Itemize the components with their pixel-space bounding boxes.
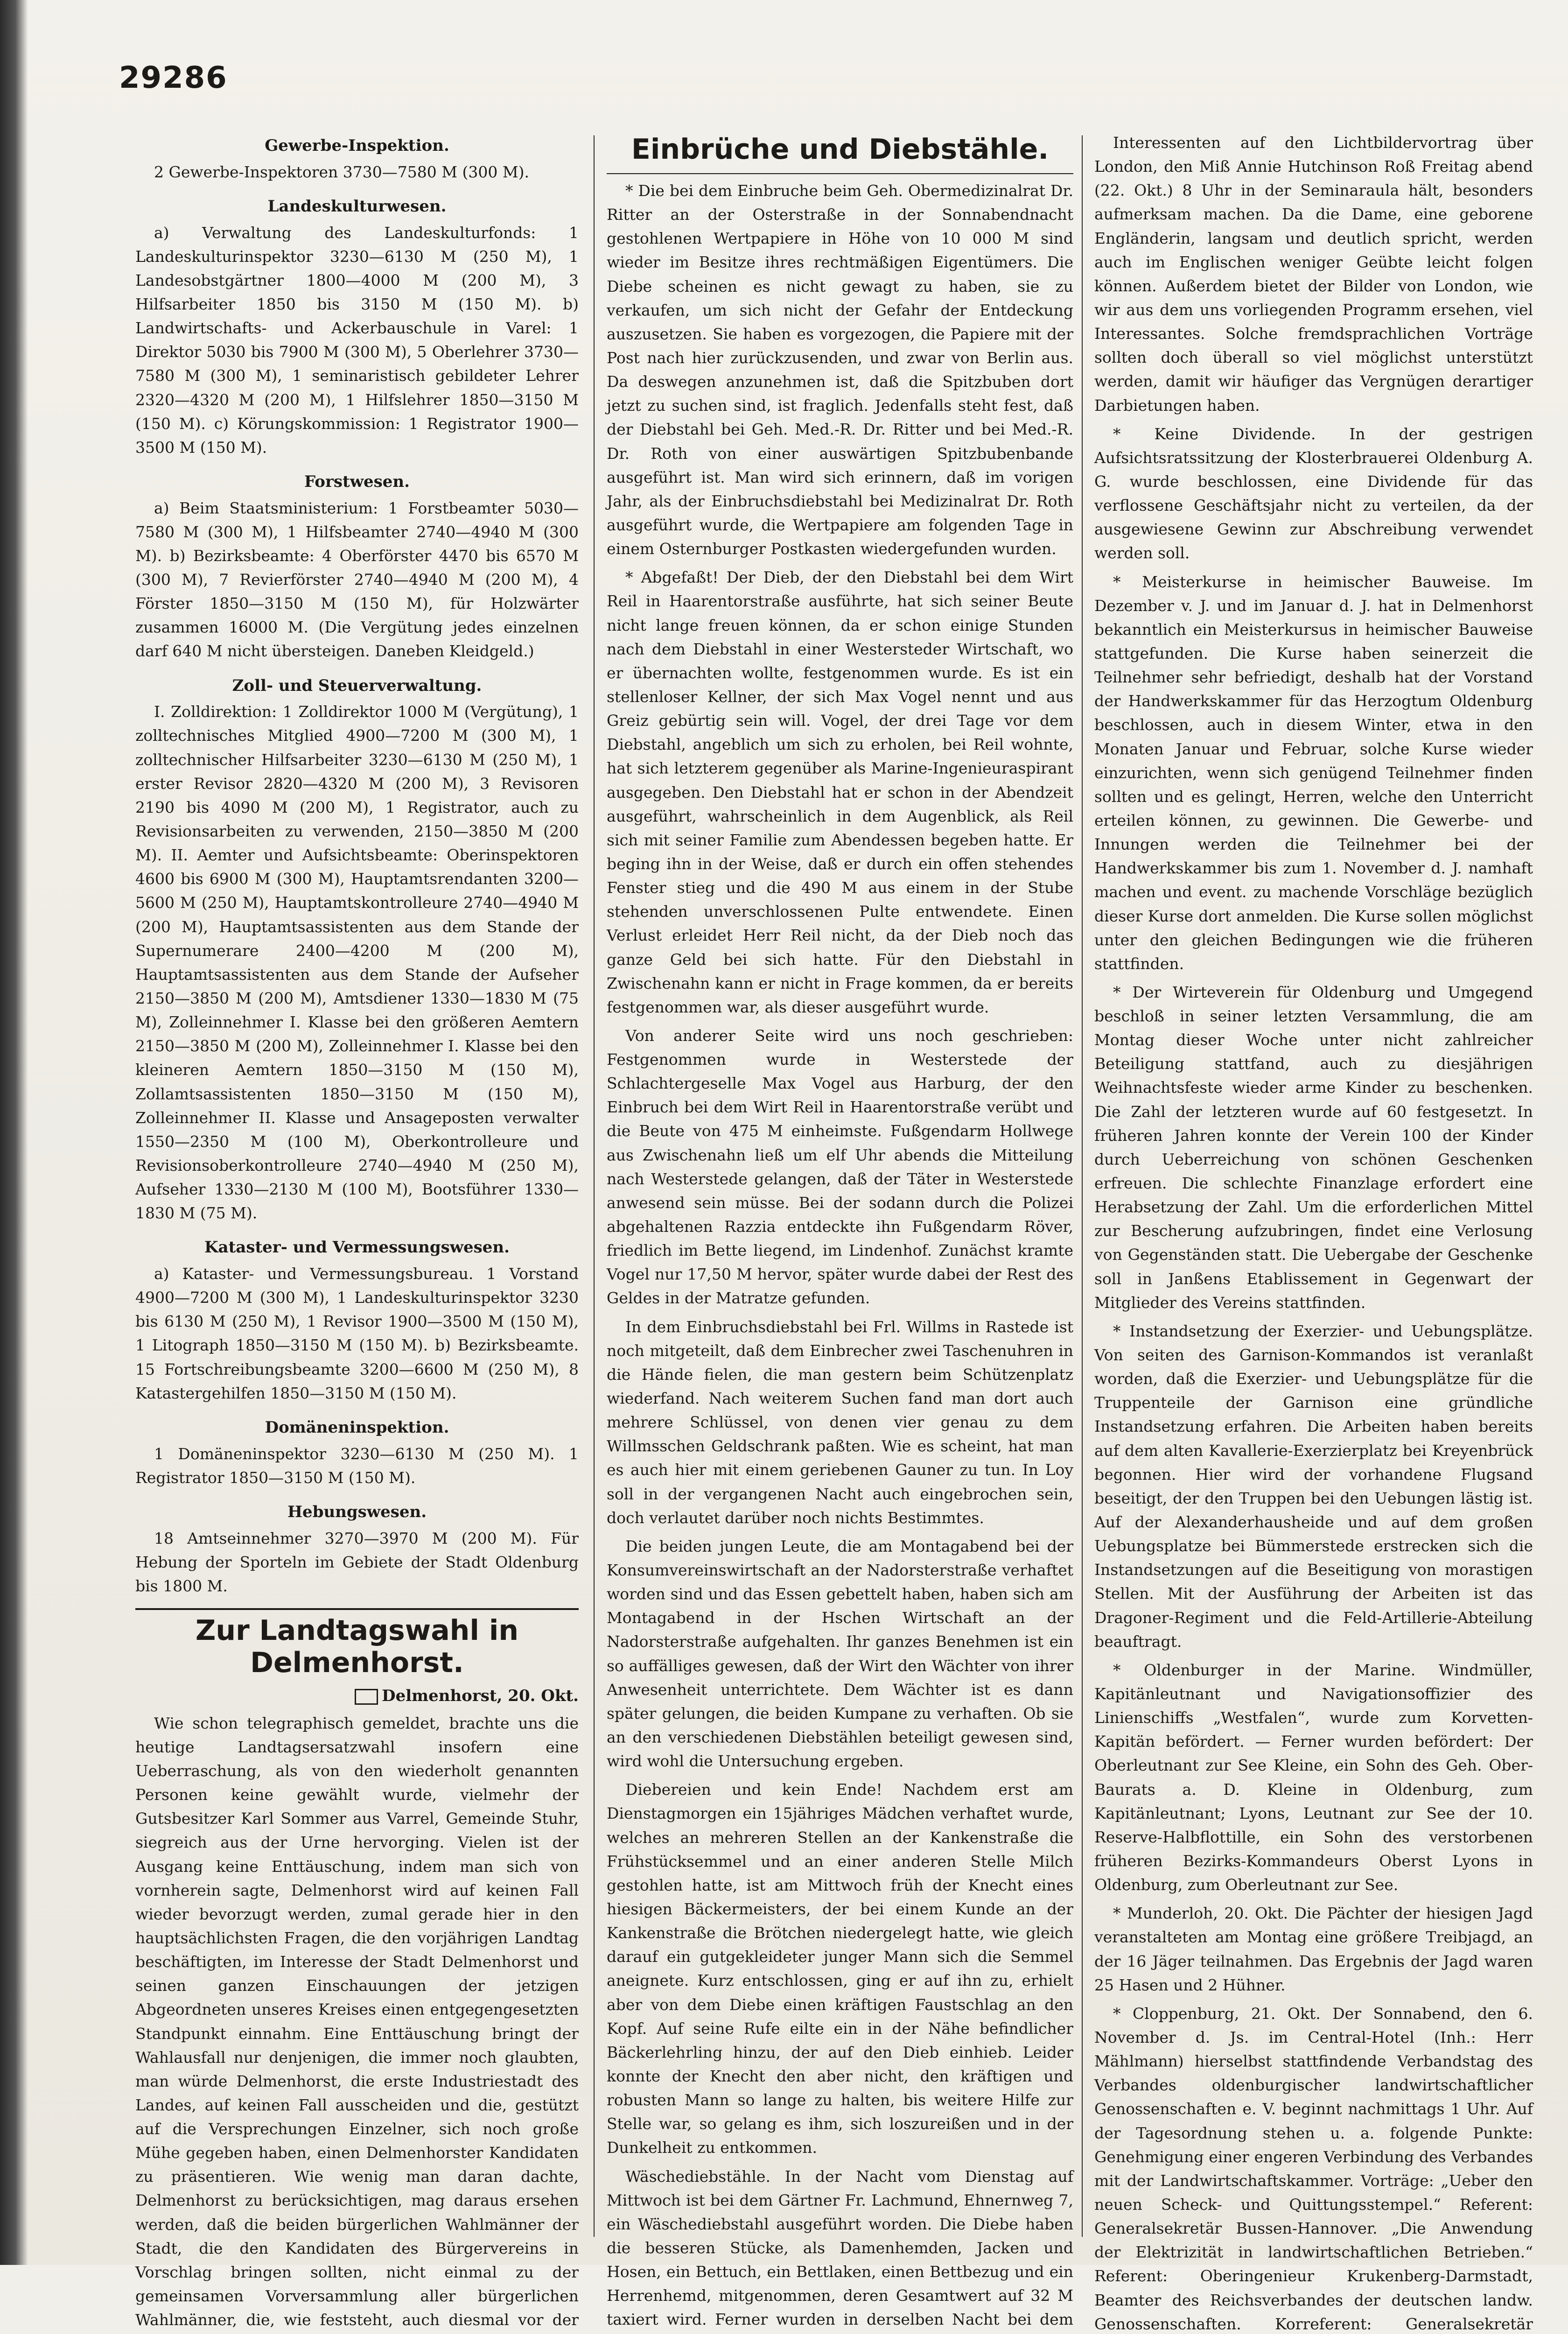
section-divider <box>135 1608 579 1610</box>
budget-section <box>135 1500 579 1598</box>
budget-section <box>135 674 579 1225</box>
section-title: Forstwesen. <box>304 472 410 491</box>
column-1 <box>135 131 579 2329</box>
section-divider <box>607 173 1073 174</box>
article-paragraph: Wäschediebstähle. In der Nacht vom Dienstag auf Mittwoch ist bei dem Gärtner Fr. Lachmund, Ehnernweg 7, ein Wäschediebstahl ausgeführt worden. Die Diebe haben die besseren Stücke, als Damenhemden, Jacken und Hosen, ein Bettuch, ein Bettlaken, einen Bettbezug und ein Herrenhemd, mitgenommen, deren Gesamtwert auf 32 M taxiert wird. Ferner wurden in derselben Nacht bei dem <box>607 2167 1073 2329</box>
section-text: I. Zolldirektion: 1 Zolldirektor 1000 M (Vergütung), 1 zolltechnisches Mitglied 4900—7200 M (300 M), 1 zolltechnischer Hilfsarbeiter 3230—6130 M (250 M), 1 erster Revisor 2820—4320 M (200 M), 3 Revisoren 2190 bis 4090 M (200 M), 1 Registrator, auch zu Revisionsarbeiten zu verwenden, 2150—3850 M (200 M). II. Aemter und Aufsichtsbeamte: Oberinspektoren 4600 bis 6900 M (300 M), Hauptamtsrendanten 3200—5600 M (250 M), Hauptamtskontrolleure 2740—4940 M (200 M), Hauptamtsassistenten aus dem Stande der Supernumerare 2400—4200 M (200 M), Hauptamtsassistenten aus dem Stande der Aufseher 2150—3850 M (200 M), Amtsdiener 1330—1830 M (75 M), Zolleinnehmer I. Klasse bei den größeren Aemtern 2150—3850 M (200 M), Zolleinnehmer I. Klasse bei den kleineren Aemtern 1850—3150 M (150 M), Zollamtsassistenten 1850—3150 M (150 M), Zolleinnehmer II. Klasse und Ansageposten verwalter 1550—2350 M (100 M), Oberkontrolleure und Revisionsoberkontrolleure 2740—4940 M (250 M), Aufseher 1330—2130 M (100 M), Bootsführer 1330—1830 M (75 M). <box>135 703 579 1223</box>
article-paragraph: Wie schon telegraphisch gemeldet, brachte uns die heutige Landtagsersatzwahl insofern eine Ueberraschung, als von den wiederholt genannten Personen keine gewählt wurde, vielmehr der Gutsbesitzer Karl Sommer aus Varrel, Gemeinde Stuhr, siegreich aus der Urne hervorging. Vielen ist der Ausgang keine Enttäuschung, indem man sich von vornherein sagte, Delmenhorst wird auf keinen Fall wieder bevorzugt werden, zumal gerade hier in den hauptsächlichsten Fragen, die den vorjährigen Landtag beschäftigten, im Interesse der Stadt Delmenhorst und seinen ganzen Einschauungen der jetzigen Abgeordneten unseres Kreises einen entgegengesetzten Standpunkt einnahm. Eine Enttäuschung bringt der Wahlausfall nur denjenigen, die immer noch glaubten, man würde Delmenhorst, die erste Industriestadt des Landes, auf keinen Fall ausscheiden und die, gestützt auf die Versprechungen Einzelner, sich noch große Mühe gegeben haben, einen Delmenhorster Kandidaten zu präsentieren. Wie wenig man daran dachte, Delmenhorst zu berücksichtigen, mag daraus ersehen werden, daß die beiden bürgerlichen Wahlmänner der Stadt, die den Kandidaten des Bürgervereins in Vorschlag bringen sollten, nicht einmal zu der gemeinsamen Vorversammlung aller bürgerlichen Wahlmänner, die, wie feststeht, auch diesmal vor der <box>135 1714 579 2329</box>
column-3 <box>1094 131 1533 2333</box>
budget-section <box>135 194 579 459</box>
section-title: Gewerbe-Inspektion. <box>265 136 449 155</box>
section-title: Hebungswesen. <box>287 1502 427 1521</box>
dateline-text: Delmenhorst, 20. Okt. <box>382 1686 579 1705</box>
column-2 <box>607 131 1073 2329</box>
section-text: a) Verwaltung des Landeskulturfonds: 1 Landeskulturinspektor 3230—6130 M (250 M), 1 Landesobstgärtner 1800—4000 M (200 M), 3 Hilfsarbeiter 1850 bis 3150 M (150 M). b) Landwirtschafts- und Ackerbauschule in Varel: 1 Direktor 5030 bis 7900 M (300 M), 5 Oberlehrer 3730—7580 M (300 M), 1 seminaristisch gebildeter Lehrer 2320—4320 M (200 M), 1 Hilfslehrer 1850—3150 M (150 M). c) Körungskommission: 1 Registrator 1900—3500 M (150 M). <box>135 223 579 457</box>
article-paragraph: * Die bei dem Einbruche beim Geh. Obermedizinalrat Dr. Ritter an der Osterstraße in der Sonnabendnacht gestohlenen Wertpapiere in Höhe von 10 000 M sind wieder im Besitze ihres rechtmäßigen Eigentümers. Die Diebe scheinen es nicht gewagt zu haben, sie zu verkaufen, um sich nicht der Gefahr der Entdeckung auszusetzen. Sie haben es vorgezogen, die Papiere mit der Post nach hier zurückzusenden, und zwar von Berlin aus. Da deswegen anzunehmen ist, daß die Spitzbuben dort jetzt zu suchen sind, ist fraglich. Jedenfalls steht fest, daß der Diebstahl bei Geh. Med.-R. Dr. Ritter und bei Med.-R. Dr. Roth von einer auswärtigen Spitzbubenbande ausgeführt ist. Man wird sich erinnern, daß im vorigen Jahr, als der Einbruchsdiebstahl bei Medizinalrat Dr. Roth ausgeführt wurde, die Wertpapiere am folgenden Tage in einem Osternburger Postkasten wiedergefunden wurden. <box>607 182 1073 558</box>
article-paragraph: Interessenten auf den Lichtbildervortrag über London, den Miß Annie Hutchinson Roß Freitag abend (22. Okt.) 8 Uhr in der Seminaraula hält, besonders aufmerksam machen. Da die Dame, eine geborene Engländerin, langsam und deutlich spricht, werden auch im Englischen weniger Geübte leicht folgen können. Außerdem bietet der Bilder von London, wie wir aus dem uns vorliegenden Programm ersehen, viel Interessantes. Solche fremdsprachlichen Vorträge sollten doch überall so viel möglichst unterstützt werden, damit wir häufiger das Vergnügen derartiger Darbietungen haben. <box>1094 134 1533 415</box>
article-paragraph: Von anderer Seite wird uns noch geschrieben: Festgenommen wurde in Westerstede der Schlachtergeselle Max Vogel aus Harburg, der den Einbruch bei dem Wirt Reil in Haarentorstraße verübt und die Beute von 475 M einheimste. Fußgendarm Hollwege aus Zwischenahn ließ um elf Uhr abends die Mitteilung nach Westerstede gelangen, daß der Täter in Westerstede anwesend sein müsse. Bei der sodann durch die Polizei abgehaltenen Razzia entdeckte ihn Fußgendarm Röver, friedlich im Bette liegend, im Lindenhof. Zunächst kramte Vogel nur 17,50 M hervor, später wurde dabei der Rest des Geldes in der Matratze gefunden. <box>607 1026 1073 1308</box>
section-text: 1 Domäneninspektor 3230—6130 M (250 M). 1 Registrator 1850—3150 M (150 M). <box>135 1444 579 1487</box>
article-paragraph: Diebereien und kein Ende! Nachdem erst am Dienstagmorgen ein 15jähriges Mädchen verhaftet wurde, welches an mehreren Stellen an der Kankenstraße die Frühstücksemmel und an einer anderen Stelle Milch gestohlen hatte, ist am Mittwoch früh der Knecht eines hiesigen Bäckermeisters, der bei einem Kunde an der Kankenstraße die Brötchen niedergelegt hatte, wie gleich darauf ein gutgekleideter junger Mann sich die Semmel aneignete. Kurz entschlossen, ging er auf ihn zu, erhielt aber von dem Diebe einen kräftigen Faustschlag an den Kopf. Auf seine Rufe eilte ein in der Nähe befindlicher Bäckerlehrling hinzu, der auf den Dieb einhieb. Leider konnte der Knecht den aber nicht, den kräftigen und robusten Mann so lange zu halten, bis weitere Hilfe zur Stelle war, so gelang es ihm, sich loszureißen und in der Dunkelheit zu entkommen. <box>607 1780 1073 2157</box>
article-dateline <box>135 1684 579 1708</box>
article-body <box>607 179 1073 2334</box>
section-title: Landeskulturwesen. <box>267 197 447 216</box>
budget-section <box>135 470 579 663</box>
article-paragraph: * Meisterkurse in heimischer Bauweise. Im Dezember v. J. und im Januar d. J. hat in Delmenhorst bekanntlich ein Meisterkursus in heimischer Bauweise stattgefunden. Die Kurse haben seinerzeit die Teilnehmer sehr befriedigt, deshalb hat der Vorstand der Handwerkskammer für das Herzogtum Oldenburg beschlossen, auch in diesem Winter, etwa in den Monaten Januar und Februar, solche Kurse wieder einzurichten, wenn sich genügend Teilnehmer finden sollten und es gelingt, Herren, welche den Unterricht erteilen können, zu gewinnen. Die Gewerbe- und Innungen werden die Teilnehmer bei der Handwerkskammer bis zum 1. November d. J. namhaft machen und event. zu machende Vorschläge bezüglich dieser Kurse dort anmelden. Die Kurse sollen möglichst unter den gleichen Bedingungen wie die früheren stattfinden. <box>1094 572 1533 973</box>
article-body <box>135 1711 579 2334</box>
section-title: Kataster- und Vermessungswesen. <box>204 1238 510 1257</box>
section-text: 2 Gewerbe-Inspektoren 3730—7580 M (300 M). <box>154 162 530 181</box>
section-text: a) Beim Staatsministerium: 1 Forstbeamter 5030—7580 M (300 M), 1 Hilfsbeamter 2740—4940 M (300 M). b) Bezirksbeamte: 4 Oberförster 4470 bis 6570 M (300 M), 7 Revierförster 2740—4940 M (200 M), 4 Förster 1850—3150 M (150 M), für Holzwärter zusammen 16000 M. (Die Vergütung jedes einzelnen darf 640 M nicht übersteigen. Daneben Kleidgeld.) <box>135 499 579 661</box>
article-paragraph: * Oldenburger in der Marine. Windmüller, Kapitänleutnant und Navigationsoffizier des Linienschiffs „Westfalen“, wurde zum Korvetten-Kapitän befördert. — Ferner wurden befördert: Der Oberleutnant zur See Kleine, ein Sohn des Geh. Ober-Baurats a. D. Kleine in Oldenburg, zum Kapitänleutnant; Lyons, Leutnant zur See der 10. Reserve-Halbflottille, ein Sohn des verstorbenen früheren Bezirks-Kommandeurs Oberst Lyons in Oldenburg, zum Oberleutnant zur See. <box>1094 1660 1533 1894</box>
section-text: a) Kataster- und Vermessungsbureau. 1 Vorstand 4900—7200 M (300 M), 1 Landeskulturinspektor 3230 bis 6130 M (250 M), 1 Revisor 1900—3500 M (150 M), 1 Litograph 1850—3150 M (150 M). b) Bezirksbeamte. 15 Fortschreibungsbeamte 3200—6600 M (250 M), 8 Katastergehilfen 1850—3150 M (150 M). <box>135 1265 579 1402</box>
news-items <box>1094 131 1533 2334</box>
article-paragraph: Die beiden jungen Leute, die am Montagabend bei der Konsumvereinswirtschaft an der Nadorsterstraße verhaftet worden sind und das Essen gebettelt haben, haben sich am Montagabend in der Hschen Wirtschaft an der Nadorsterstraße aufgehalten. Ihr ganzes Benehmen ist ein so auffälliges gewesen, daß der Wirt den Wächter von ihrer Anwesenheit unterrichtete. Dem Wächter ist es dann später gelungen, die beiden Kumpane zu verhaften. Ob sie an den verschiedenen Diebstählen beteiligt gewesen sind, wird wohl die Untersuchung ergeben. <box>607 1537 1073 1771</box>
article-headline: Einbrüche und Diebstähle. <box>631 133 1049 166</box>
section-title: Zoll- und Steuerverwaltung. <box>232 676 482 695</box>
budget-section <box>135 1415 579 1490</box>
budget-section <box>135 134 579 184</box>
article-paragraph: * Munderloh, 20. Okt. Die Pächter der hiesigen Jagd veranstalteten am Montag eine größere Treibjagd, an der 16 Jäger teilnahmen. Das Ergebnis der Jagd waren 25 Hasen und 2 Hühner. <box>1094 1904 1533 1994</box>
section-title: Domäneninspektion. <box>265 1418 449 1437</box>
article-paragraph: * Instandsetzung der Exerzier- und Uebungsplätze. Von seiten des Garnison-Kommandos ist veranlaßt worden, daß die Exerzier- und Uebungsplätze für die Truppenteile der Garnison eine gründliche Instandsetzung erfahren. Die Arbeiten haben bereits auf dem alten Kavallerie-Exerzierplatz bei Kreyenbrück begonnen. Hier wird der vorhandene Flugsand beseitigt, der den Truppen bei den Uebungen lästig ist. Auf der Alexanderhausheide und auf dem großen Uebungsplatze bei Bümmerstede erstrecken sich die Instandsetzungen auf die Beseitigung von morastigen Stellen. Mit der Ausführung der Arbeiten ist das Dragoner-Regiment und die Feld-Artillerie-Abteilung beauftragt. <box>1094 1322 1533 1651</box>
section-text: 18 Amtseinnehmer 3270—3970 M (200 M). Für Hebung der Sporteln im Gebiete der Stadt Oldenburg bis 1800 M. <box>135 1529 579 1595</box>
article-paragraph: * Der Wirteverein für Oldenburg und Umgegend beschloß in seiner letzten Versammlung, die am Montag dieser Woche unter nicht zahlreicher Beteiligung stattfand, auch zu diesjährigen Weihnachtsfeste wieder arme Kinder zu beschenken. Die Zahl der letzteren wurde auf 60 festgesetzt. In früheren Jahren konnte der Verein 100 der Kinder durch Ueberreichung von schönen Geschenken erfreuen. Die schlechte Finanzlage erfordert eine Herabsetzung der Zahl. Um die erforderlichen Mittel zur Bescherung aufzubringen, findet eine Verlosung von Gegenständen statt. Die Uebergabe der Geschenke soll in Janßens Etablissement in Gegenwart der Mitglieder des Vereins stattfinden. <box>1094 983 1533 1312</box>
page-number: 29286 <box>119 61 228 95</box>
column-rule <box>1082 135 1083 2237</box>
column-rule <box>594 135 595 2237</box>
article-paragraph: In dem Einbruchsdiebstahl bei Frl. Willms in Rastede ist noch mitgeteilt, daß dem Einbrecher zwei Taschenuhren in die Hände fielen, die man gestern beim Schützenplatz wiederfand. Nach weiterem Suchen fand man dort auch mehrere Schlüssel, von denen vier genau zu dem Willmsschen Geldschrank paßten. Wie es scheint, hat man es auch hier mit einem geriebenen Gauner zu tun. In Loy soll in der vergangenen Nacht auch eingebrochen sein, doch verlautet darüber noch nichts Bestimmtes. <box>607 1317 1073 1527</box>
telegraph-icon <box>355 1689 378 1705</box>
budget-section <box>135 1235 579 1405</box>
budget-sections <box>135 134 579 1598</box>
article-headline: Zur Landtagswahl in Delmenhorst. <box>195 1614 519 1679</box>
article-paragraph: * Keine Dividende. In der gestrigen Aufsichtsratssitzung der Klosterbrauerei Oldenburg A. G. wurde beschlossen, eine Dividende für das verflossene Geschäftsjahr nicht zu verteilen, da der ausgewiesene Gewinn zur Abschreibung verwendet werden soll. <box>1094 424 1533 562</box>
binding-edge <box>0 0 28 2265</box>
article-paragraph: * Abgefaßt! Der Dieb, der den Diebstahl bei dem Wirt Reil in Haarentorstraße ausführte, hat sich seiner Beute nicht lange freuen können, da er schon einige Stunden nach dem Diebstahl in einer Westersteder Wirtschaft, wo er übernachten wollte, festgenommen wurde. Es ist ein stellenloser Kellner, der sich Max Vogel nennt und aus Greiz gebürtig sein will. Vogel, der drei Tage vor dem Diebstahl, angeblich um sich zu erholen, bei Reil wohnte, hat sich letzterem gegenüber als Marine-Ingenieuraspirant ausgegeben. Den Diebstahl hat er schon in der Abendzeit ausgeführt, wahrscheinlich in dem Augenblick, als Reil sich mit seiner Familie zum Abendessen begeben hatte. Er beging ihn in der Weise, daß er durch ein offen stehendes Fenster stieg und die 490 M aus einem in der Stube stehenden unverschlossenen Pulte entwendete. Einen Verlust erleidet Herr Reil nicht, da der Dieb noch das ganze Geld bei sich hatte. Für den Diebstahl in Zwischenahn kann er nicht in Frage kommen, da er bereits festgenommen war, als dieser ausgeführt wurde. <box>607 568 1073 1016</box>
article-paragraph: * Cloppenburg, 21. Okt. Der Sonnabend, den 6. November d. Js. im Central-Hotel (Inh.: Herr Mählmann) hierselbst stattfindende Verbandstag des Verbandes oldenburgischer landwirtschaftlicher Genossenschaften e. V. beginnt nachmittags 1 Uhr. Auf der Tagesordnung stehen u. a. folgende Punkte: Genehmigung einer engeren Verbindung des Verbandes mit der Landwirtschaftskammer. Vorträge: „Ueber den neuen Scheck- und Quittungsstempel.“ Referent: Generalsekretär Bussen-Hannover. „Die Anwendung der Elektrizität in landwirtschaftlichen Betrieben.“ Referent: Oberingenieur Krukenberg-Darmstadt, Beamter des Reichsverbandes der deutschen landw. Genossenschaften. Korreferent: Generalsekretär <box>1094 2004 1533 2333</box>
